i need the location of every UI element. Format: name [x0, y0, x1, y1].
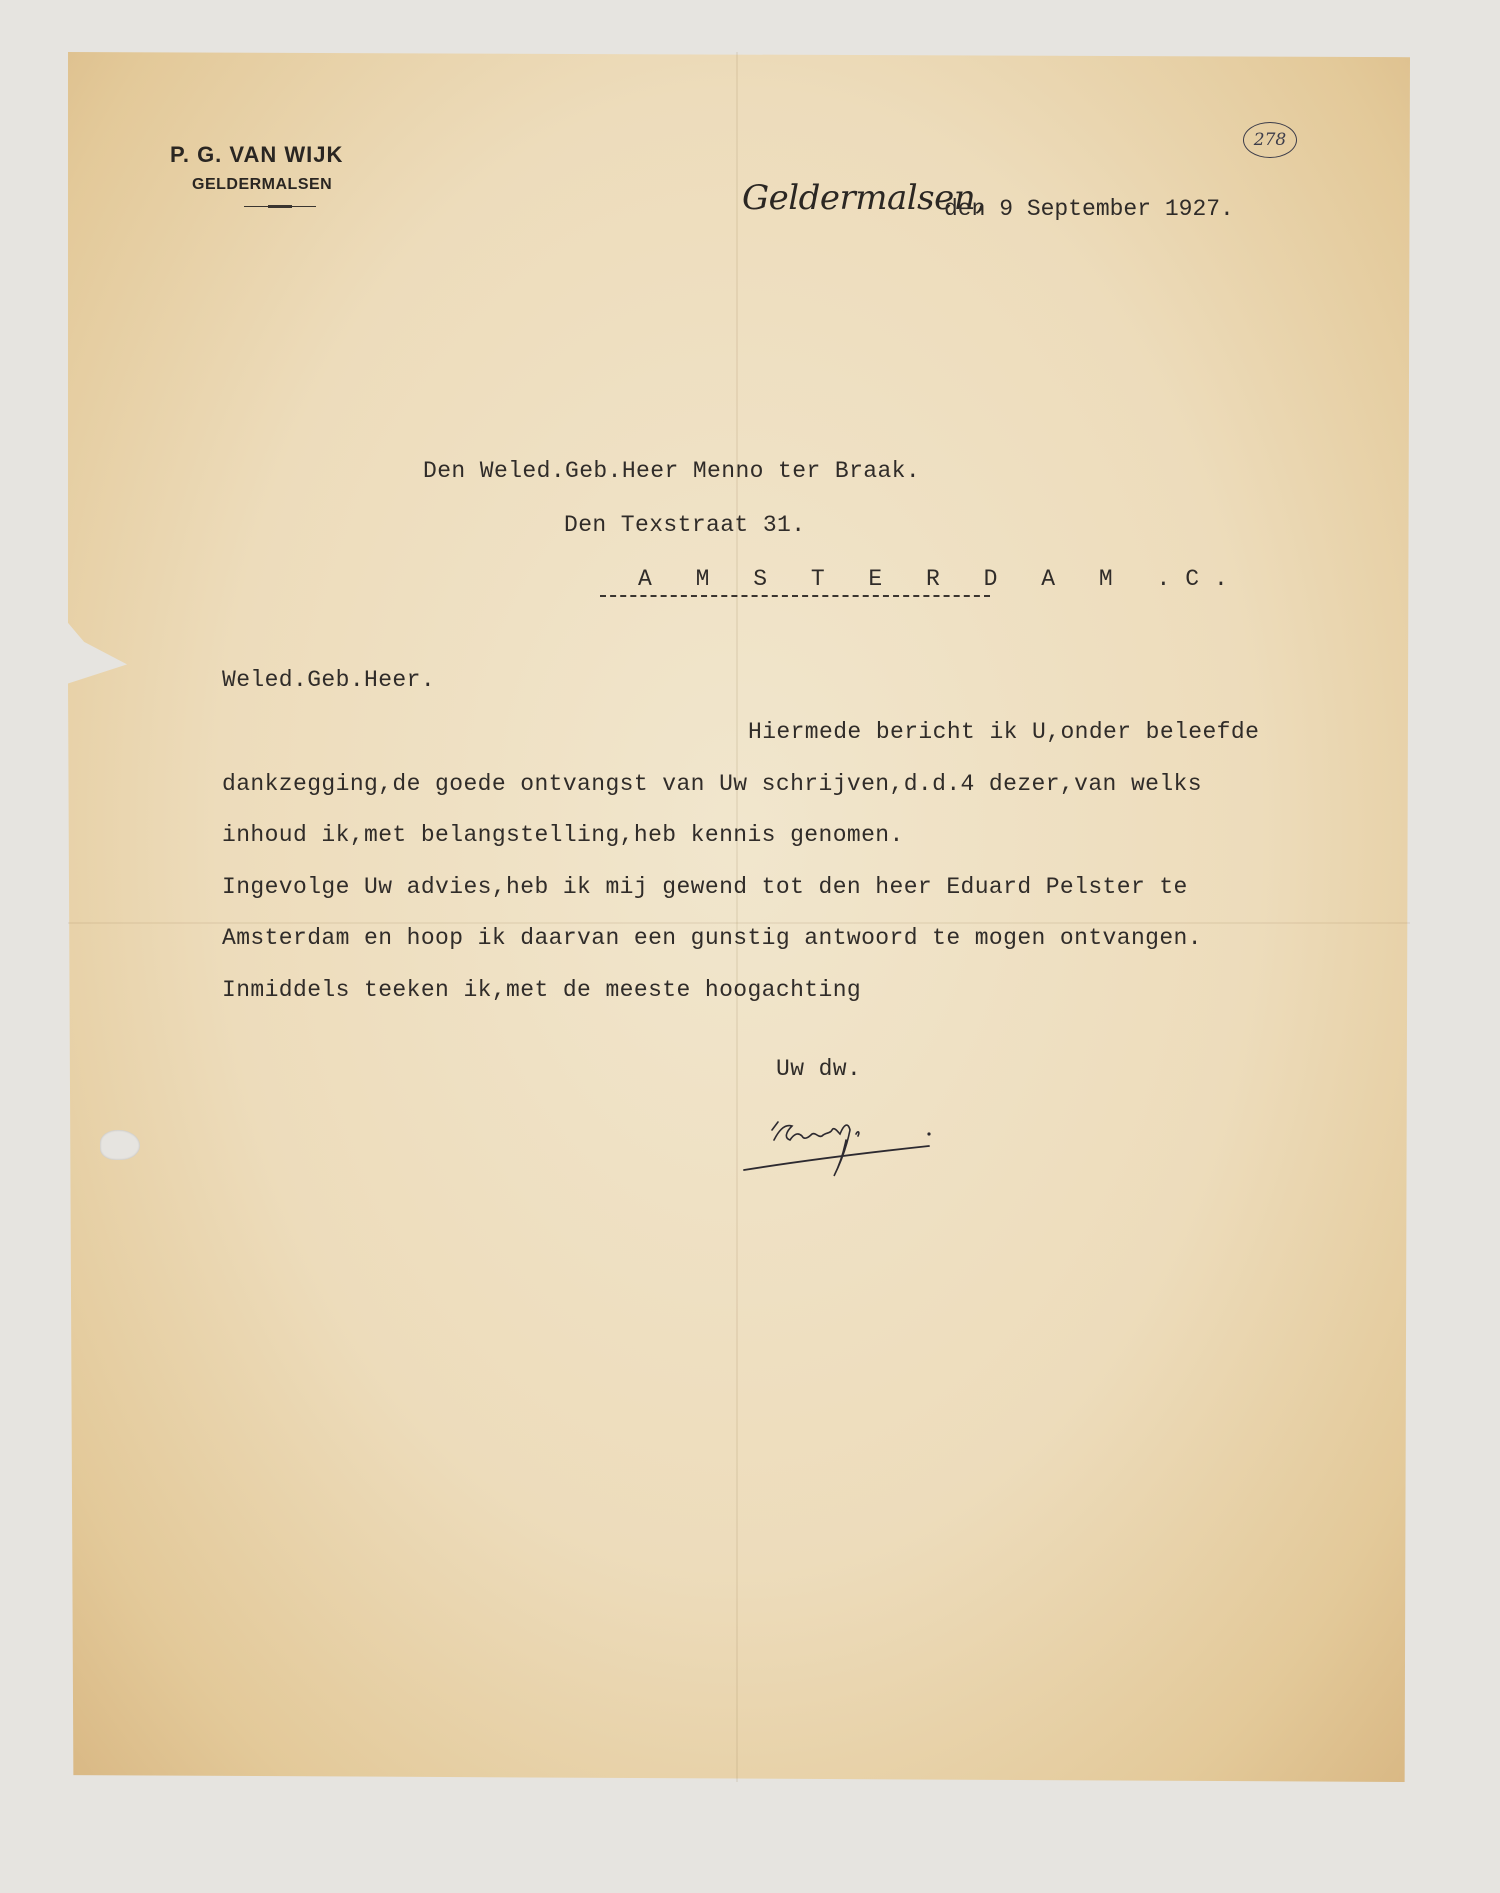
address-line-2: Den Texstraat 31.	[564, 512, 806, 538]
address-city: A M S T E R D A M .C.	[638, 566, 1243, 592]
horizontal-fold-crease	[68, 922, 1410, 924]
closing: Uw dw.	[776, 1056, 862, 1082]
vertical-fold-crease	[736, 52, 738, 1782]
body-line-1: Hiermede bericht ik U,onder beleefde	[748, 719, 1260, 745]
address-underline	[600, 595, 990, 597]
body-line-6: Inmiddels teeken ik,met de meeste hoogachting	[222, 977, 862, 1003]
dateline-date: den 9 September 1927.	[944, 196, 1234, 222]
letterhead-place: GELDERMALSEN	[192, 176, 333, 193]
salutation: Weled.Geb.Heer.	[222, 667, 436, 693]
body-line-3: inhoud ik,met belangstelling,heb kennis genomen.	[222, 822, 904, 848]
address-line-1: Den Weled.Geb.Heer Menno ter Braak.	[423, 458, 921, 484]
body-line-5: Amsterdam en hoop ik daarvan een gunstig antwoord te mogen ontvangen.	[222, 925, 1202, 951]
handwritten-signature	[734, 1110, 934, 1200]
archive-number-mark: 278	[1243, 122, 1297, 158]
letter-paper	[68, 52, 1410, 1782]
dateline-place: Geldermalsen,	[742, 178, 986, 218]
body-line-2: dankzegging,de goede ontvangst van Uw schrijven,d.d.4 dezer,van welks	[222, 771, 1202, 797]
punch-hole	[100, 1130, 140, 1160]
body-line-4: Ingevolge Uw advies,heb ik mij gewend tot den heer Eduard Pelster te	[222, 874, 1188, 900]
letterhead-name: P. G. VAN WIJK	[170, 142, 344, 167]
letterhead-rule	[244, 206, 316, 207]
